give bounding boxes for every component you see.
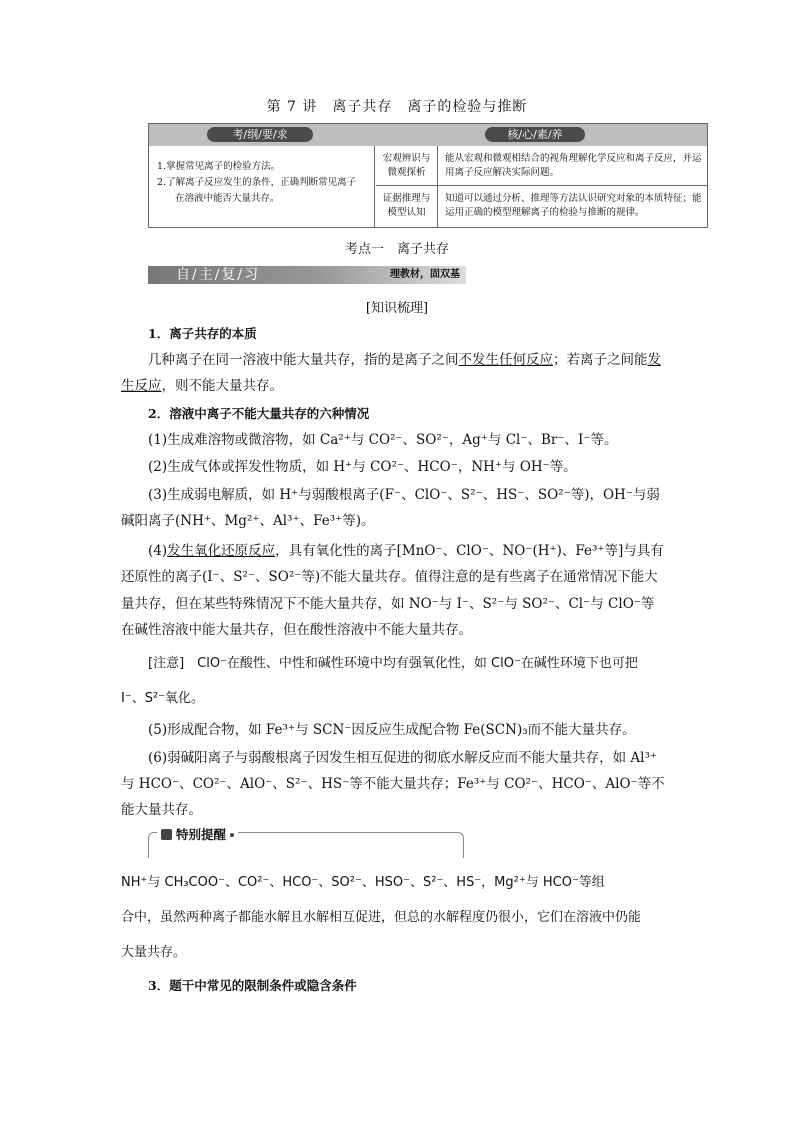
underlined-text: 不发生任何反应 [458, 352, 553, 368]
case-4-line-4: 在碱性溶液中能大量共存，但在酸性溶液中不能大量共存。 [121, 622, 472, 638]
text-span: (4) [148, 543, 168, 559]
requirements-header [149, 124, 707, 146]
special-tip-box [148, 827, 464, 858]
underlined-text: 发生氧化还原反应 [167, 543, 276, 559]
special-tip-label [157, 825, 238, 843]
tip-line-1: NH⁺与 CH₃COO⁻、CO²⁻、HCO⁻、SO²⁻、HSO⁻、S²⁻、HS⁻，Mg²⁺与 HCO⁻等组 [121, 875, 605, 890]
self-review-note: 理教材，固双基 [390, 269, 460, 280]
core-literacy-pill: 核/心/素/养 [485, 127, 585, 142]
tip-line-2: 合中，虽然两种离子都能水解且水解相互促进，但总的水解程度仍很小，它们在溶液中仍能 [121, 910, 642, 925]
text-span: ，则不能大量共存。 [161, 378, 283, 394]
paragraph-1 [148, 347, 676, 373]
syllabus-list [149, 146, 375, 227]
literacy-description: 能从宏观和微观相结合的视角理解化学反应和离子反应，并运用离子反应解决实际问题。 [445, 153, 702, 178]
note-line-2: I⁻、S²⁻氧化。 [121, 691, 205, 706]
syllabus-item: 1.掌握常见离子的检验方法。 [157, 161, 281, 172]
text-span: 几种离子在同一溶液中能大量共存，指的是离子之间 [148, 352, 459, 368]
paragraph-1-cont [121, 373, 677, 399]
heading-3: 3．题干中常见的限制条件或隐含条件 [148, 978, 357, 993]
knowledge-heading: [知识梳理] [365, 301, 429, 316]
case-5: (5)形成配合物，如 Fe³⁺与 SCN⁻因反应生成配合物 Fe(SCN)₃而不能大量共存。 [148, 722, 636, 738]
text-span: ；若离子之间能 [553, 352, 648, 368]
tip-text: 特别提醒 [176, 827, 227, 842]
case-2: (2)生成气体或挥发性物质，如 H⁺与 CO²⁻、HCO⁻，NH⁺与 OH⁻等。 [148, 459, 577, 475]
case-6-line-2: 与 HCO⁻、CO²⁻、AlO⁻、S²⁻、HS⁻等不能大量共存；Fe³⁺与 CO²⁻、HCO⁻、AlO⁻等不 [121, 776, 665, 792]
literacy-description: 知道可以通过分析、推理等方法认识研究对象的本质特征；能运用正确的模型理解离子的检验与推断的规律。 [445, 193, 702, 218]
table-divider [438, 185, 707, 186]
note-line-1: [注意] ClO⁻在酸性、中性和碱性环境中均有强氧化性，如 ClO⁻在碱性环境下也可把 [148, 656, 638, 671]
self-review-bar [148, 266, 466, 284]
dot-icon [230, 833, 234, 837]
self-review-title: 自/主/复/习 [176, 267, 261, 283]
case-3-line-1: (3)生成弱电解质，如 H⁺与弱酸根离子(F⁻、ClO⁻、S²⁻、HS⁻、SO²⁻等)，OH⁻与弱 [148, 487, 660, 503]
syllabus-pill: 考/纲/要/求 [207, 127, 313, 142]
section-subtitle: 考点一 离子共存 [344, 242, 449, 257]
literacy-category: 证据推理与 模型认知 [376, 186, 438, 227]
page-title: 第 7 讲 离子共存 离子的检验与推断 [266, 99, 528, 115]
heading-2: 2．溶液中离子不能大量共存的六种情况 [148, 406, 370, 421]
case-6-line-3: 能大量共存。 [121, 802, 202, 818]
case-4-line-1 [148, 538, 704, 564]
case-1: (1)生成难溶物或微溶物，如 Ca²⁺与 CO²⁻、SO²⁻，Ag⁺与 Cl⁻、Br⁻、I⁻等。 [148, 432, 618, 448]
underlined-text: 生反应 [121, 378, 162, 394]
text-span: ，具有氧化性的离子[MnO⁻、ClO⁻、NO⁻(H⁺)、Fe³⁺等]与具有 [275, 543, 664, 559]
requirements-table [148, 123, 708, 228]
underlined-text: 发 [647, 352, 661, 368]
literacy-category: 宏观辨识与 微观探析 [376, 146, 438, 186]
case-4-line-2: 还原性的离子(I⁻、S²⁻、SO²⁻等)不能大量共存。值得注意的是有些离子在通常情况下能大 [121, 569, 658, 585]
tip-icon [161, 829, 172, 840]
case-6-line-1: (6)弱碱阳离子与弱酸根离子因发生相互促进的彻底水解反应而不能大量共存，如 Al³⁺ [148, 750, 658, 766]
heading-1: 1．离子共存的本质 [148, 326, 257, 341]
case-3-line-2: 碱阳离子(NH⁺、Mg²⁺、Al³⁺、Fe³⁺等)。 [121, 513, 375, 529]
tip-line-3: 大量共存。 [121, 945, 187, 960]
syllabus-item: 2.了解离子反应发生的条件，正确判断常见离子 [157, 177, 357, 188]
case-4-line-3: 量共存，但在某些特殊情况下不能大量共存，如 NO⁻与 I⁻、S²⁻与 SO²⁻、Cl⁻与 ClO⁻等 [121, 596, 655, 612]
syllabus-item: 在溶液中能否大量共存。 [175, 193, 280, 204]
